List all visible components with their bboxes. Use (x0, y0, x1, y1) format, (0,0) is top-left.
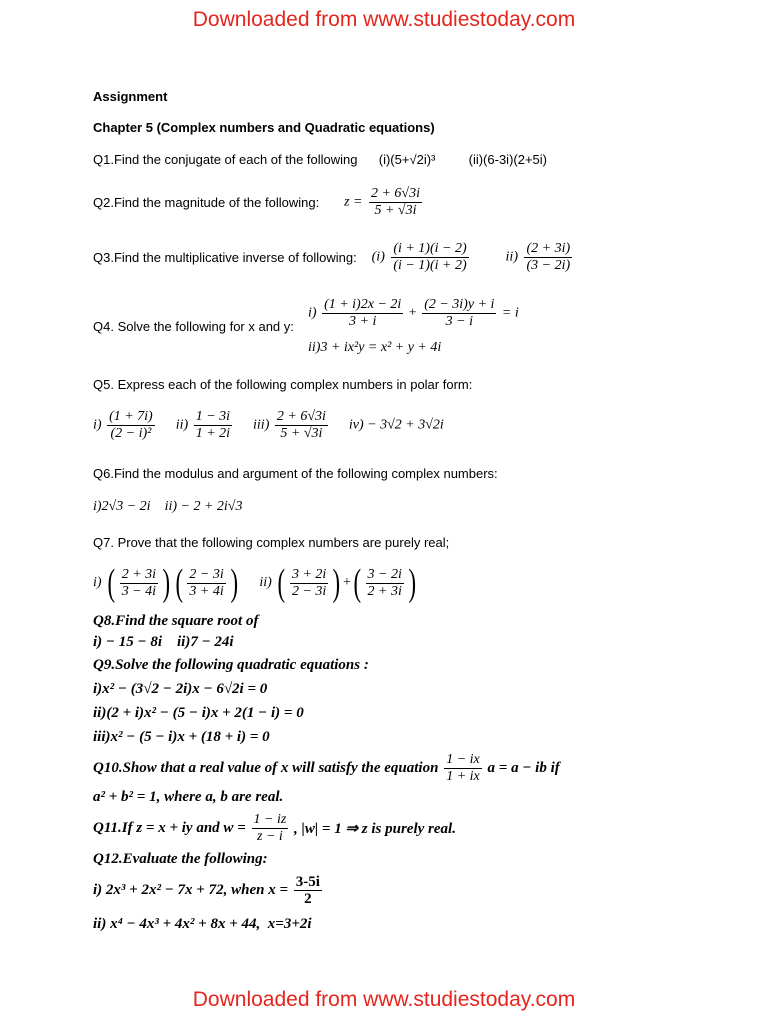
q7-paren-a: ( $\frac{2 + 3i}{3 - 4i}$ ) (107, 562, 171, 604)
q7-b-numerator: 2 − 3i (189, 566, 224, 582)
question-11 (93, 812, 456, 845)
q4-part-ii: ii)3 + ix²y = x² + y + 4i (308, 340, 442, 355)
q3-i-numerator: (i + 1)(i − 2) (393, 241, 467, 256)
q12-i-denominator: 2 (304, 891, 312, 907)
q7-d-denominator: 2 + 3i (367, 583, 402, 599)
q4-i-fraction-1 (322, 297, 403, 330)
q2-fraction (369, 186, 422, 219)
q5-iii-fraction (275, 409, 328, 442)
question-3 (93, 241, 574, 274)
q2-denominator: 5 + √3i (374, 203, 417, 218)
q12-title: Q12.Evaluate the following: (93, 851, 268, 867)
q3-ii-fraction (524, 241, 572, 274)
q1-part-ii: (ii)(6-3i)(2+5i) (468, 152, 547, 167)
q5-iii-label: iii) (253, 417, 270, 433)
q4-text: Q4. Solve the following for x and y: (93, 319, 294, 334)
q7-c-numerator: 3 + 2i (291, 566, 327, 582)
q3-ii-label: ii) (505, 249, 518, 265)
q7-a-numerator: 2 + 3i (121, 566, 157, 582)
q4-i-denominator-1: 3 + i (349, 314, 377, 329)
q4-i-numerator-2: (2 − 3i)y + i (424, 297, 495, 312)
q7-expressions (93, 564, 419, 602)
q11-pre: Q11.If z = x + iy and w = (93, 820, 246, 836)
q4-i-label: i) (308, 305, 317, 321)
q4-i-rhs: = i (501, 305, 519, 321)
q3-text: Q3.Find the multiplicative inverse of following: (93, 250, 357, 265)
q7-paren-b: ( $\frac{2 - 3i}{3 + 4i}$ ) (175, 562, 238, 604)
q10-pre: Q10.Show that a real value of x will satisfy the equation (93, 760, 439, 776)
q3-i-fraction (391, 241, 468, 274)
q5-i-fraction (107, 409, 155, 442)
q7-ii-label: ii) (259, 575, 272, 590)
q4-i-plus: + (408, 305, 417, 321)
q12-part-ii: ii) x⁴ − 4x³ + 4x² + 8x + 44, x=3+2i (93, 916, 312, 932)
q11-fraction (252, 812, 289, 845)
q8-title: Q8.Find the square root of (93, 613, 259, 629)
q7-d-numerator: 3 − 2i (367, 566, 402, 582)
q6-text: Q6.Find the modulus and argument of the following complex numbers: (93, 466, 498, 481)
q12-i-numerator: 3-5i (295, 874, 320, 890)
q5-i-label: i) (93, 417, 102, 433)
q7-paren-d: ( $\frac{3 - 2i}{2 + 3i}$ ) (353, 562, 417, 604)
q2-lhs: z = (344, 194, 363, 210)
q12-i-pre: i) 2x³ + 2x² − 7x + 72, when x = (93, 882, 288, 898)
q12-i-fraction (294, 874, 322, 907)
q5-i-numerator: (1 + 7i) (109, 409, 153, 424)
q9-title: Q9.Solve the following quadratic equations : (93, 657, 369, 673)
q5-ii-label: ii) (175, 417, 189, 433)
q5-iv: iv) − 3√2 + 3√2i (348, 417, 444, 433)
q4-part-i (308, 297, 519, 330)
q3-ii-denominator: (3 − 2i) (526, 258, 571, 273)
q2-numerator: 2 + 6√3i (370, 186, 420, 201)
q11-post: , |w| = 1 ⇒ z is purely real. (294, 821, 456, 837)
q10-denominator: 1 + ix (446, 769, 480, 784)
q5-ii-numerator: 1 − 3i (195, 409, 231, 424)
q9-part-i: i)x² − (3√2 − 2i)x − 6√2i = 0 (93, 681, 268, 697)
q3-i-denominator: (i − 1)(i + 2) (393, 258, 467, 273)
q4-i-numerator-1: (1 + i)2x − 2i (324, 297, 402, 312)
q7-text: Q7. Prove that the following complex numbers are purely real; (93, 535, 450, 550)
q10-line-2: a² + b² = 1, where a, b are real. (93, 789, 284, 805)
q8-expressions: i) − 15 − 8i ii)7 − 24i (93, 634, 234, 650)
q7-paren-c: ( $\frac{3 + 2i}{2 - 3i}$ ) (277, 562, 341, 604)
q9-part-ii: ii)(2 + i)x² − (5 − i)x + 2(1 − i) = 0 (93, 705, 304, 721)
watermark-top[interactable]: Downloaded from www.studiestoday.com (192, 8, 576, 31)
q10-line-1 (93, 752, 560, 785)
q6-expressions: i)2√3 − 2i ii) − 2 + 2i√3 (93, 499, 243, 514)
q10-fraction (444, 752, 482, 785)
q10-post: a = a − ib if (487, 760, 560, 776)
q3-i-label: (i) (371, 249, 385, 265)
q3-ii-numerator: (2 + 3i) (526, 241, 571, 256)
q5-ii-fraction (194, 409, 232, 442)
q2-text: Q2.Find the magnitude of the following: (93, 195, 320, 210)
q4-i-fraction-2 (422, 297, 496, 330)
q7-b-denominator: 3 + 4i (189, 583, 224, 599)
q7-plus: + (342, 575, 351, 590)
q7-i-label: i) (93, 575, 102, 590)
q4-i-denominator-2: 3 − i (445, 314, 473, 329)
q5-i-denominator: (2 − i)² (110, 426, 152, 441)
q5-iii-denominator: 5 + √3i (280, 426, 323, 441)
assignment-heading: Assignment (93, 89, 168, 104)
question-2 (93, 186, 424, 219)
q1-part-i: (i)(5+√2i)³ (378, 152, 436, 167)
q12-part-i (93, 874, 324, 907)
q1-text: Q1.Find the conjugate of each of the following (93, 152, 358, 167)
q9-part-iii: iii)x² − (5 − i)x + (18 + i) = 0 (93, 729, 270, 745)
question-1 (93, 152, 547, 167)
watermark-bottom[interactable]: Downloaded from www.studiestoday.com (192, 988, 576, 1011)
q5-expressions (93, 409, 444, 442)
q7-c-denominator: 2 − 3i (291, 583, 327, 599)
q5-text: Q5. Express each of the following complex numbers in polar form: (93, 377, 473, 392)
q5-iii-numerator: 2 + 6√3i (276, 409, 326, 424)
q11-denominator: z − i (257, 829, 283, 844)
q10-numerator: 1 − ix (446, 752, 480, 767)
q5-ii-denominator: 1 + 2i (195, 426, 231, 441)
q11-numerator: 1 − iz (253, 812, 287, 827)
chapter-title: Chapter 5 (Complex numbers and Quadratic equations) (93, 120, 435, 135)
q7-a-denominator: 3 − 4i (121, 583, 157, 599)
